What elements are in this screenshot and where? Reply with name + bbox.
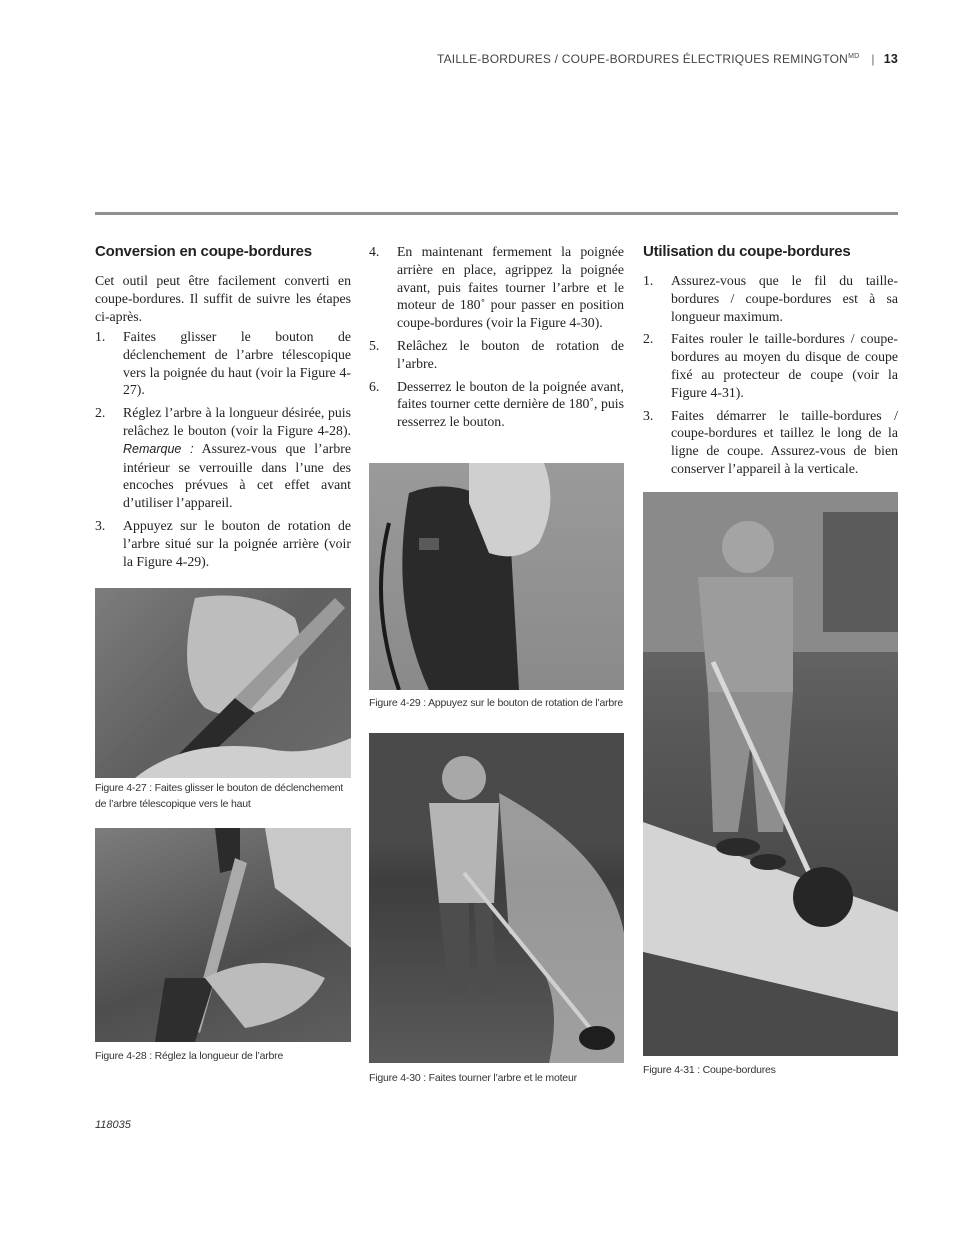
list-item bbox=[643, 330, 898, 401]
step-number: 2. bbox=[95, 405, 106, 421]
step-text: Assurez-vous que le fil du taille-bordures / coupe-bordures est à sa longueur maximum. bbox=[671, 273, 898, 324]
step-text: Réglez l’arbre à la longueur désirée, puis relâchez le bouton (voir la Figure 4-28). bbox=[123, 405, 351, 438]
figure-4-30-photo bbox=[369, 733, 624, 1063]
step-text: Desserrez le bouton de la poignée avant, faites tourner cette dernière de 180˚, puis resserrez le bouton. bbox=[397, 378, 624, 430]
header-title: TAILLE-BORDURES / COUPE-BORDURES ÉLECTRIQUES REMINGTON bbox=[436, 52, 849, 66]
remark-label: Remarque : bbox=[123, 441, 194, 456]
column-2 bbox=[369, 243, 624, 436]
running-header bbox=[300, 52, 898, 66]
figure-4-27-caption: Figure 4-27 : Faites glisser le bouton de déclenchement de l’arbre télescopique vers le haut bbox=[95, 782, 344, 810]
figure-4-28-caption: Figure 4-28 : Réglez la longueur de l’arbre bbox=[95, 1050, 284, 1062]
figure-4-31-caption: Figure 4-31 : Coupe-bordures bbox=[643, 1064, 776, 1076]
edger-in-use-illustration bbox=[643, 492, 898, 1056]
figure-4-27-photo bbox=[95, 588, 351, 778]
conversion-steps-list-continued bbox=[369, 243, 624, 431]
page-number: 13 bbox=[883, 52, 898, 66]
figure-4-29-photo bbox=[369, 463, 624, 690]
step-number: 1. bbox=[95, 329, 106, 344]
step-text: Appuyez sur le bouton de rotation de l’arbre situé sur la poignée arrière (voir la Figure 4-29). bbox=[123, 517, 351, 569]
section-heading-conversion: Conversion en coupe-bordures bbox=[95, 243, 312, 260]
column-3 bbox=[643, 243, 898, 483]
step-text: Faites rouler le taille-bordures / coupe-bordures au moyen du disque de coupe fixé au protecteur de coupe (voir la Figure 4-31). bbox=[671, 331, 898, 400]
document-code: 118035 bbox=[95, 1119, 131, 1131]
usage-steps-list bbox=[643, 272, 898, 478]
step-number: 1. bbox=[643, 273, 654, 288]
step-text: Faites glisser le bouton de déclenchement de l’arbre télescopique vers la poignée du haut (voir la Figure 4-27). bbox=[123, 329, 351, 398]
figure-4-31-photo bbox=[643, 492, 898, 1056]
list-item bbox=[95, 328, 351, 399]
step-number: 3. bbox=[95, 517, 106, 533]
step-number: 2. bbox=[643, 331, 654, 347]
list-item bbox=[643, 407, 898, 478]
column-1 bbox=[95, 243, 351, 575]
step-number: 5. bbox=[369, 337, 380, 353]
conversion-intro: Cet outil peut être facilement converti en coupe-bordures. Il suffit de suivre les étapes ci-après. bbox=[95, 273, 351, 324]
step-number: 3. bbox=[643, 407, 654, 423]
list-item bbox=[643, 272, 898, 325]
rotating-shaft-illustration bbox=[369, 733, 624, 1063]
remark-text: Assurez-vous que l’arbre intérieur se verrouille dans l’une des encoches prévues à cet effet avant d’utiliser l’appareil. bbox=[123, 440, 351, 511]
hand-on-shaft-illustration bbox=[95, 588, 351, 778]
header-separator: | bbox=[871, 52, 875, 66]
step-number: 6. bbox=[369, 378, 380, 394]
adjusting-shaft-illustration bbox=[95, 828, 351, 1042]
rotation-button-illustration bbox=[369, 463, 624, 690]
list-item bbox=[95, 517, 351, 570]
step-text: En maintenant fermement la poignée arrière en place, agrippez la poignée avant, puis faites tourner l’arbre et le moteur de 180˚ pour passer en position coupe-bordures (voir la Figure 4-30). bbox=[397, 244, 624, 331]
step-text: Relâchez le bouton de rotation de l’arbre. bbox=[397, 337, 624, 371]
list-item bbox=[95, 404, 351, 512]
section-heading-usage: Utilisation du coupe-bordures bbox=[643, 243, 851, 260]
list-item bbox=[369, 243, 624, 332]
figure-4-29-caption: Figure 4-29 : Appuyez sur le bouton de rotation de l’arbre bbox=[369, 697, 623, 709]
step-number: 4. bbox=[369, 244, 380, 259]
header-title-superscript: MD bbox=[848, 53, 860, 60]
section-divider bbox=[95, 212, 898, 215]
figure-4-30-caption: Figure 4-30 : Faites tourner l’arbre et le moteur bbox=[369, 1072, 577, 1084]
figure-4-28-photo bbox=[95, 828, 351, 1042]
step-text: Faites démarrer le taille-bordures / coupe-bordures et taillez le long de la ligne de coupe. Assurez-vous de bien conserver l’appareil à la verticale. bbox=[671, 407, 898, 476]
list-item bbox=[369, 337, 624, 373]
list-item bbox=[369, 378, 624, 431]
conversion-steps-list bbox=[95, 328, 351, 570]
